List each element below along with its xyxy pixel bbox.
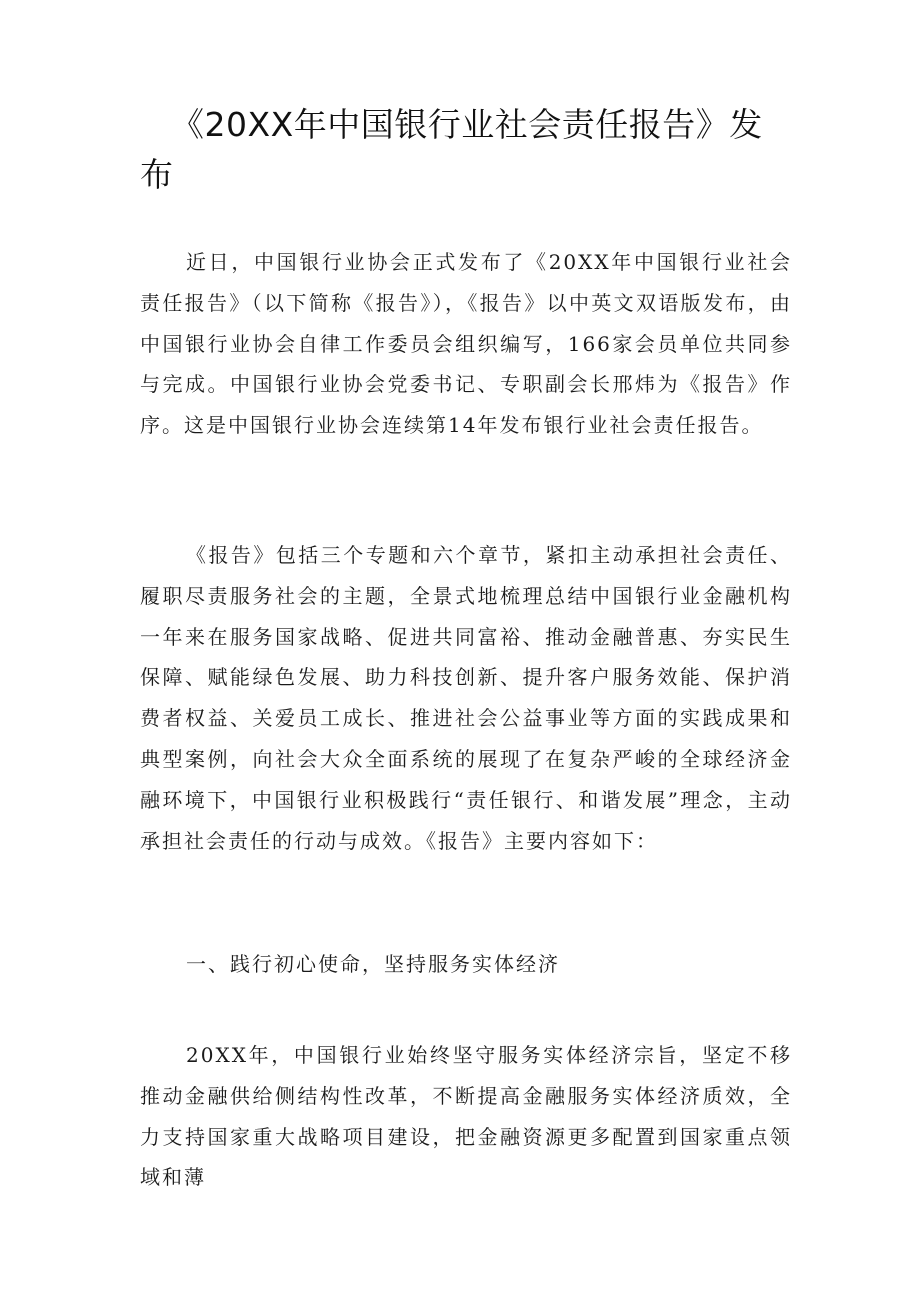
paragraph-intro: 近日，中国银行业协会正式发布了《20XX年中国银行业社会责任报告》（以下简称《报告》），《报告》以中英文双语版发布，由中国银行业协会自律工作委员会组织编写，166家会员单位共同参与完成。中国银行业协会党委书记、专职副会长邢炜为《报告》作序。这是中国银行业协会连续第14年发布银行业社会责任报告。 [140,250,792,438]
section-heading: 一、践行初心使命，坚持服务实体经济 [186,952,560,976]
document-title: 《20XX年中国银行业社会责任报告》发布 [140,105,763,194]
paragraph-summary: 《报告》包括三个专题和六个章节，紧扣主动承担社会责任、履职尽责服务社会的主题，全景式地梳理总结中国银行业金融机构一年来在服务国家战略、促进共同富裕、推动金融普惠、夯实民生保障、赋能绿色发展、助力科技创新、提升客户服务效能、保护消费者权益、关爱员工成长、推进社会公益事业等方面的实践成果和典型案例，向社会大众全面系统的展现了在复杂严峻的全球经济金融环境下，中国银行业积极践行“责任银行、和谐发展”理念，主动承担社会责任的行动与成效。《报告》主要内容如下： [140,543,792,853]
paragraph-section-body: 20XX年，中国银行业始终坚守服务实体经济宗旨，坚定不移推动金融供给侧结构性改革，不断提高金融服务实体经济质效，全力支持国家重大战略项目建设，把金融资源更多配置到国家重点领域和薄 [140,1043,792,1190]
